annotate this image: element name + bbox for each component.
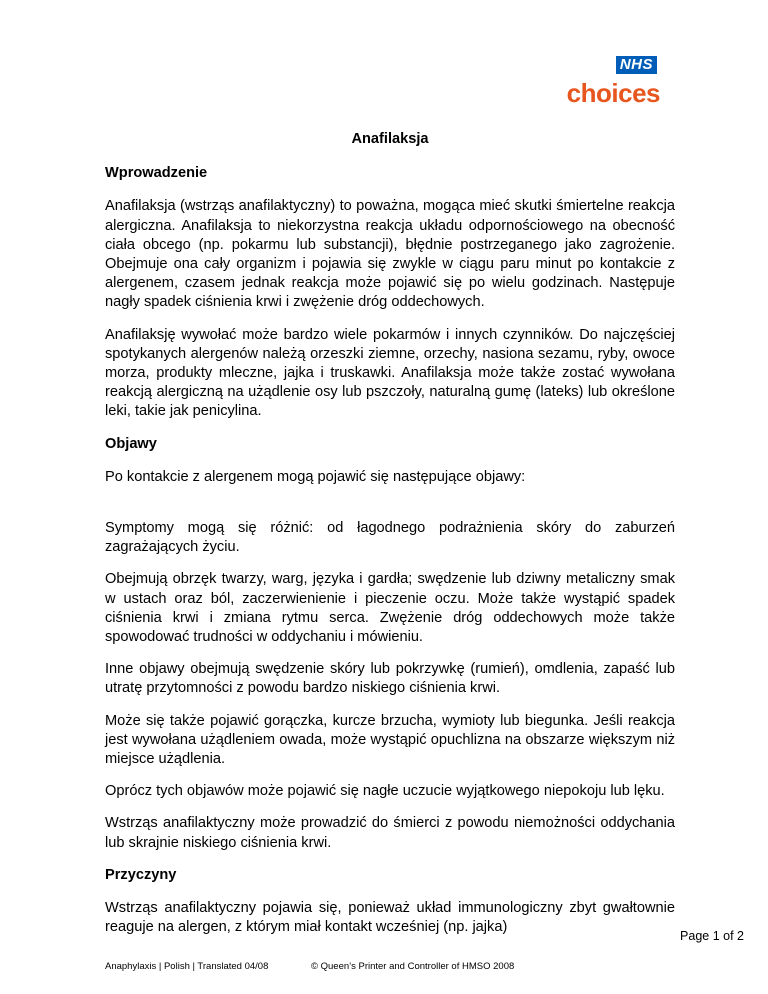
section-heading-symptoms: Objawy	[105, 435, 157, 452]
section-heading-causes: Przyczyny	[105, 866, 177, 883]
paragraph: Inne objawy obejmują swędzenie skóry lub pokrzywkę (rumień), omdlenia, zapaść lub utratę przytomności z powodu bardzo niskiego ciśnienia krwi.	[105, 661, 675, 697]
section-heading-introduction: Wprowadzenie	[105, 165, 208, 182]
document-body	[105, 130, 675, 951]
nhs-choices-logo	[556, 56, 660, 108]
nhs-badge: NHS	[616, 56, 657, 74]
paragraph: Anafilaksja (wstrząs anafilaktyczny) to poważna, mogąca mieć skutki śmiertelne reakcja alergiczna. Anafilaksja to niekorzystna reakcja układu odpornościowego na obecność ciała obcego (np. pokarmu lub substancji), błędnie postrzeganego jako zagrożenie. Obejmuje ona cały organizm i pojawia się zwykle w ciągu paru minut po kontakcie z alergenem, czasem jednak reakcja może pojawić się po wielu godzinach. Następuje nagły spadek ciśnienia krwi i zwężenie dróg oddechowych.	[105, 198, 675, 311]
paragraph: Po kontakcie z alergenem mogą pojawić się następujące objawy:	[105, 468, 526, 485]
footer-document-info: Anaphylaxis | Polish | Translated 04/08	[105, 961, 269, 972]
paragraph: Symptomy mogą się różnić: od łagodnego podrażnienia skóry do zaburzeń zagrażających życiu.	[105, 520, 675, 556]
paragraph: Oprócz tych objawów może pojawić się nagłe uczucie wyjątkowego niepokoju lub lęku.	[105, 783, 665, 800]
paragraph: Obejmują obrzęk twarzy, warg, języka i gardła; swędzenie lub dziwny metaliczny smak w ustach oraz ból, zaczerwienienie i pieczenie oczu. Może także wystąpić spadek ciśnienia krwi i zmiana rytmu serca. Zwężenie dróg oddechowych może także spowodować trudności w oddychaniu i mówieniu.	[105, 571, 675, 646]
paragraph: Wstrząs anafilaktyczny może prowadzić do śmierci z powodu niemożności oddychania lub skrajnie niskiego ciśnienia krwi.	[105, 815, 675, 851]
paragraph: Wstrząs anafilaktyczny pojawia się, ponieważ układ immunologiczny zbyt gwałtownie reaguje na alergen, z którym miał kontakt wcześniej (np. jajka)	[105, 900, 675, 936]
paragraph: Anafilaksję wywołać może bardzo wiele pokarmów i innych czynników. Do najczęściej spotykanych alergenów należą orzeszki ziemne, orzechy, nasiona sezamu, ryby, owoce morza, produkty mleczne, jajka i truskawki. Anafilaksja może także zostać wywołana reakcją alergiczną na użądlenie osy lub pszczoły, naturalną gumę (lateks) lub określone leki, takie jak penicylina.	[105, 326, 675, 420]
page-number: Page 1 of 2	[680, 929, 744, 943]
page-title: Anafilaksja	[351, 131, 429, 147]
paragraph: Może się także pojawić gorączka, kurcze brzucha, wymioty lub biegunka. Jeśli reakcja jest wywołana użądleniem owada, może wystąpić opuchlizna na obszarze większym niż miejsce użądlenia.	[105, 712, 675, 768]
choices-wordmark: choices	[566, 78, 660, 108]
footer-copyright: © Queen’s Printer and Controller of HMSO 2008	[311, 961, 515, 972]
